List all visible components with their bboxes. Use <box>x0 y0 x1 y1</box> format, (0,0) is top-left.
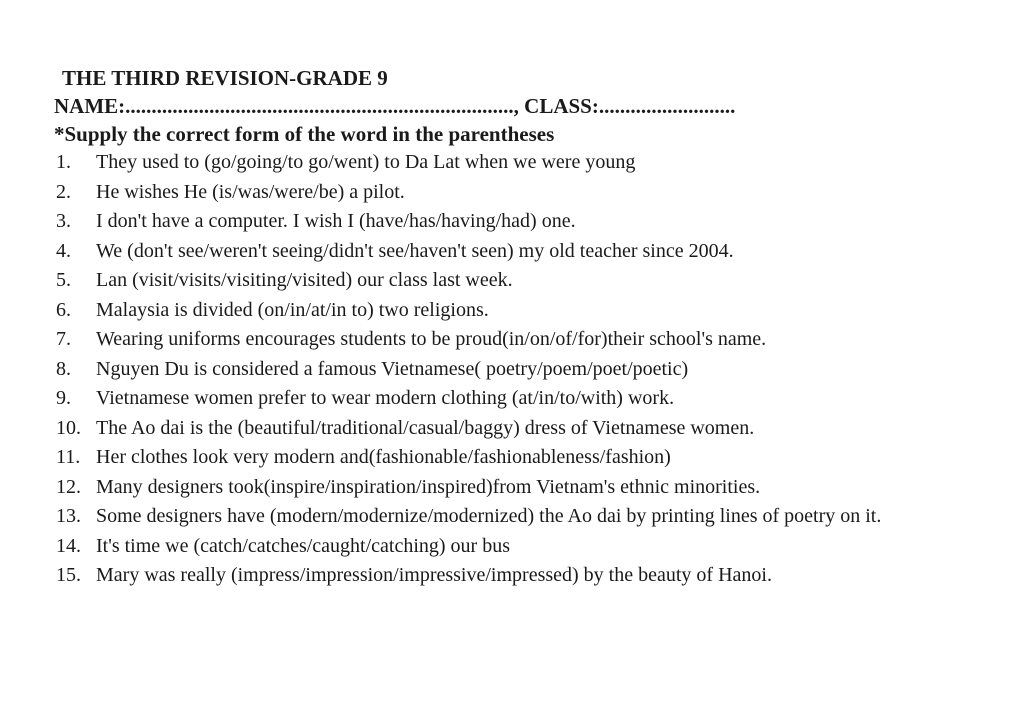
question-text: Some designers have (modern/modernize/modernized) the Ao dai by printing lines of poetry on it. <box>96 505 882 527</box>
question-item <box>54 207 984 237</box>
question-text: Nguyen Du is considered a famous Vietnamese( poetry/poem/poet/poetic) <box>96 357 689 380</box>
question-text: They used to (go/going/to go/went) to Da Lat when we were young <box>96 151 636 173</box>
question-item <box>54 325 984 355</box>
question-text: Mary was really (impress/impression/impressive/impressed) by the beauty of Hanoi. <box>96 564 772 586</box>
question-text: Wearing uniforms encourages students to be proud(in/on/of/for)their school's name. <box>96 328 767 350</box>
question-number: 1. <box>56 151 71 173</box>
question-item <box>54 532 984 562</box>
question-text: Vietnamese women prefer to wear modern clothing (at/in/to/with) work. <box>96 387 675 409</box>
question-number: 2. <box>56 180 71 203</box>
question-text: Her clothes look very modern and(fashionable/fashionableness/fashion) <box>96 446 671 468</box>
name-class-line: NAME:.........................................................................., CLASS:.......................... <box>54 94 736 118</box>
question-list <box>54 148 984 591</box>
question-number: 8. <box>56 357 71 380</box>
question-number: 3. <box>56 210 71 232</box>
question-text: Lan (visit/visits/visiting/visited) our class last week. <box>96 269 513 291</box>
question-item <box>54 237 984 267</box>
question-item <box>54 266 984 296</box>
question-number: 6. <box>56 298 71 321</box>
question-number: 14. <box>56 534 81 557</box>
question-number: 13. <box>56 505 81 527</box>
question-item <box>54 473 984 503</box>
question-text: It's time we (catch/catches/caught/catching) our bus <box>96 534 510 557</box>
question-text: I don't have a computer. I wish I (have/has/having/had) one. <box>96 210 576 232</box>
question-item <box>54 414 984 444</box>
question-item <box>54 296 984 326</box>
question-number: 5. <box>56 269 71 291</box>
question-number: 15. <box>56 564 81 586</box>
question-number: 12. <box>56 475 81 498</box>
worksheet <box>54 64 984 591</box>
question-item <box>54 355 984 385</box>
worksheet-title: THE THIRD REVISION-GRADE 9 <box>62 66 388 90</box>
question-text: Malaysia is divided (on/in/at/in to) two religions. <box>96 298 489 321</box>
instruction-text: *Supply the correct form of the word in the parentheses <box>54 122 555 146</box>
question-text: The Ao dai is the (beautiful/traditional/casual/baggy) dress of Vietnamese women. <box>96 416 755 439</box>
question-number: 10. <box>56 416 81 439</box>
question-item <box>54 384 984 414</box>
question-item <box>54 443 984 473</box>
question-item <box>54 561 984 591</box>
question-text: Many designers took(inspire/inspiration/inspired)from Vietnam's ethnic minorities. <box>96 475 761 498</box>
question-text: He wishes He (is/was/were/be) a pilot. <box>96 180 405 203</box>
question-item <box>54 178 984 208</box>
question-item <box>54 502 984 532</box>
question-text: We (don't see/weren't seeing/didn't see/haven't seen) my old teacher since 2004. <box>96 239 734 262</box>
question-number: 4. <box>56 239 71 262</box>
question-number: 11. <box>56 446 81 468</box>
question-number: 7. <box>56 328 71 350</box>
question-item <box>54 148 984 178</box>
question-number: 9. <box>56 387 71 409</box>
